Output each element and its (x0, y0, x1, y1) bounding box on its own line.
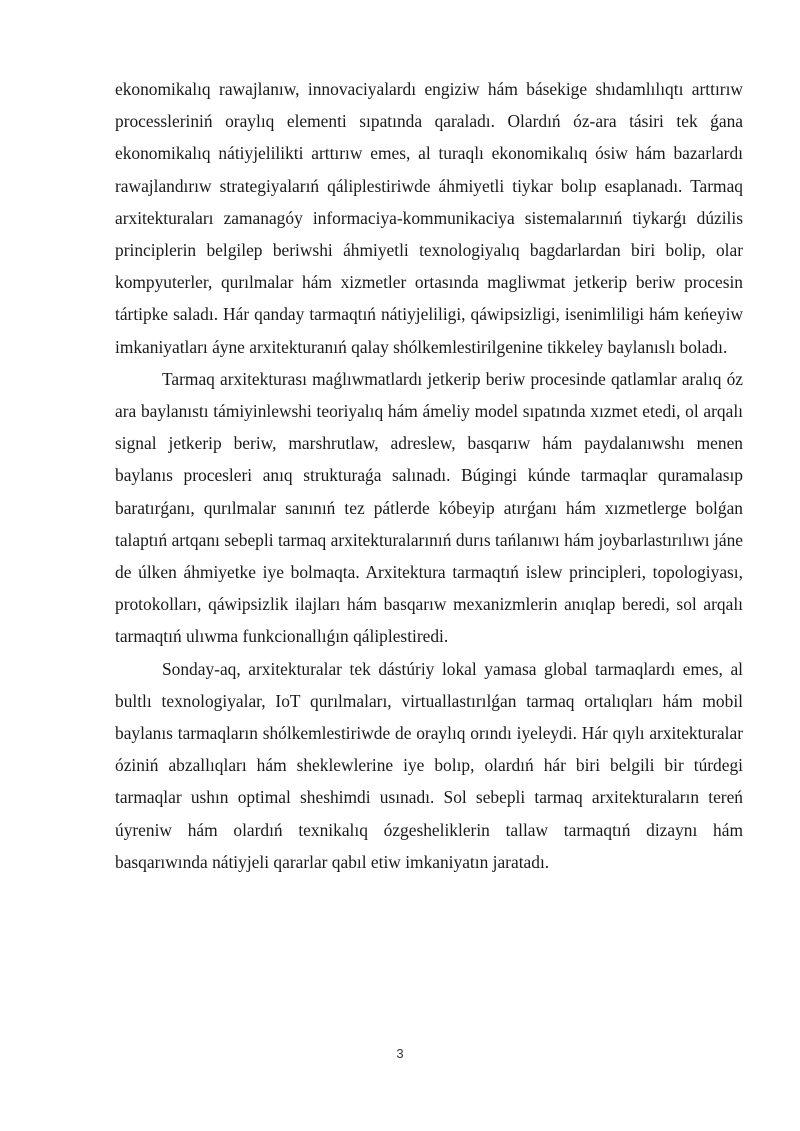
body-text (115, 73, 743, 878)
paragraph: Tarmaq arxitekturası maǵlıwmatlardı jetkerip beriw procesinde qatlamlar aralıq óz ara baylanıstı támiyinlewshi teoriyalıq hám ámeliy model sıpatında xızmet etedi, ol arqalı signal jetkerip beriw, marshrutlaw, adreslew, basqarıw hám paydalanıwshı menen baylanıs procesleri anıq strukturaǵa salınadı. Búgingi kúnde tarmaqlar quramalasıp baratırǵanı, qurılmalar sanınıń tez pátlerde kóbeyip atırǵanı hám xızmetlerge bolǵan talaptıń artqanı sebepli tarmaq arxitekturalarınıń durıs tańlanıwı hám joybarlastırılıwı jáne de úlken áhmiyetke iye bolmaqta. Arxitektura tarmaqtıń islew principleri, topologiyası, protokolları, qáwipsizlik ilajları hám basqarıw mexanizmlerin anıqlap beredi, sol arqalı tarmaqtıń ulıwma funkcionallıǵın qáliplestiredi. (115, 368, 743, 647)
paragraph-continued: ekonomikalıq rawajlanıw, innovaciyalardı engiziw hám básekige shıdamlılıqtı arttırıw processleriniń oraylıq elementi sıpatında qaraladı. Olardıń óz-ara tásiri tek ǵana ekonomikalıq nátiyjelilikti arttırıw emes, al turaqlı ekonomikalıq ósiw hám bazarlardı rawajlandırıw strategiyalarıń qáliplestiriwde áhmiyetli tiykar bolıp esaplanadı. Tarmaq arxitekturaları zamanagóy informaciya-kommunikaciya sistemalarınıń tiykarǵı dúzilis principlerin belgilep beriwshi áhmiyetli texnologiyalıq bagdarlardan biri bolip, olar kompyuterler, qurılmalar hám xizmetler ortasında magliwmat jetkerip beriw procesin tártipke saladı. Hár qanday tarmaqtıń nátiyjeliligi, qáwipsizligi, isenimliligi hám keńeyiw imkaniyatları áyne arxitekturanıń qalay shólkemlestirilgenine tikkeley baylanıslı boladı. (115, 79, 743, 357)
paragraph: Sonday-aq, arxitekturalar tek dástúriy lokal yamasa global tarmaqlardı emes, al bultlı texnologiyalar, IoT qurılmaları, virtuallastırılǵan tarmaq ortalıqları hám mobil baylanıs tarmaqların shólkemlestiriwde de oraylıq orındı iyeleydi. Hár qıylı arxitekturalar óziniń abzallıqları hám sheklewlerine iye bolıp, olardıń hár biri belgili bir túrdegi tarmaqlar ushın optimal sheshimdi usınadı. Sol sebepli tarmaq arxitekturaların tereń úyreniw hám olardıń texnikalıq ózgesheliklerin tallaw tarmaqtıń dizaynı hám basqarıwında nátiyjeli qararlar qabıl etiw imkaniyatın jaratadı. (115, 658, 743, 872)
page-number: 3 (396, 1046, 404, 1061)
